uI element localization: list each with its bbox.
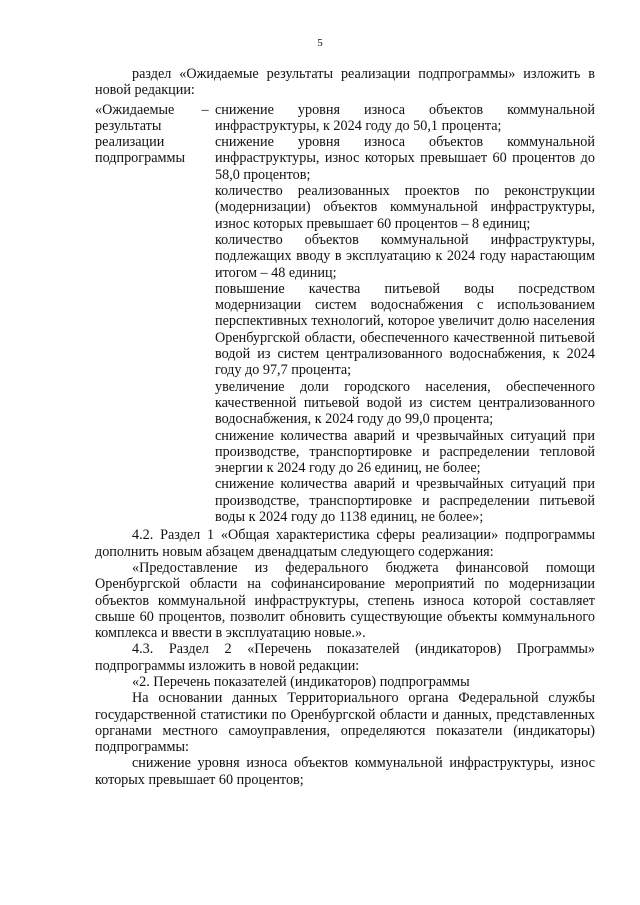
subheading: «2. Перечень показателей (индикаторов) подпрограммы bbox=[132, 673, 470, 690]
result-item: количество реализованных проектов по реконструкции (модернизации) объектов коммунальной инфраструктуры, износ которых превышает 60 процентов – 8 единиц; bbox=[215, 183, 595, 232]
result-item: снижение уровня износа объектов коммунальной инфраструктуры, износ которых превышает 60 процентов до 58,0 процентов; bbox=[215, 134, 595, 183]
table-left-label: «Ожидаемые результаты реализации подпрограммы bbox=[95, 101, 185, 167]
quoted-paragraph: «Предоставление из федерального бюджета финансовой помощи Оренбургской области на софинансирование мероприятий по модернизации объектов коммунальной инфраструктуры, степень износа которой составляет свыше 60 процентов, позволит обновить существующие объекты коммунального комплекса и ввести в эксплуатацию новые.». bbox=[95, 559, 595, 642]
result-item: снижение количества аварий и чрезвычайных ситуаций при производстве, транспортировке и распределении питьевой воды к 2024 году до 1138 единиц, не более»; bbox=[215, 476, 595, 526]
section-4-2-paragraph: 4.2. Раздел 1 «Общая характеристика сферы реализации» подпрограммы дополнить новым абзацем двенадцатым следующего содержания: bbox=[95, 527, 595, 560]
table-dash: – bbox=[201, 101, 209, 118]
results-table bbox=[95, 102, 595, 526]
section-4-3-paragraph: 4.3. Раздел 2 «Перечень показателей (индикаторов) Программы» подпрограммы изложить в новой редакции: bbox=[95, 641, 595, 674]
result-item: количество объектов коммунальной инфраструктуры, подлежащих вводу в эксплуатацию к 2024 году нарастающим итогом – 48 единиц; bbox=[215, 231, 595, 281]
result-item: повышение качества питьевой воды посредством модернизации систем водоснабжения с использованием перспективных технологий, которое увеличит долю населения Оренбургской области, обеспеченного качественной питьевой водой из систем централизованного водоснабжения, к 2024 году до 97,7 процента; bbox=[215, 280, 595, 379]
document-body bbox=[95, 66, 595, 788]
intro-paragraph: раздел «Ожидаемые результаты реализации подпрограммы» изложить в новой редакции: bbox=[95, 66, 595, 99]
result-item: увеличение доли городского населения, обеспеченного качественной питьевой водой из систем централизованного водоснабжения, к 2024 году до 99,0 процента; bbox=[215, 378, 595, 428]
result-item: снижение уровня износа объектов коммунальной инфраструктуры, к 2024 году до 50,1 процента; bbox=[215, 101, 595, 134]
page-number: 5 bbox=[317, 37, 323, 49]
indicator-paragraph: снижение уровня износа объектов коммунальной инфраструктуры, износ которых превышает 60 процентов; bbox=[95, 755, 595, 788]
table-right-column bbox=[215, 102, 595, 526]
basis-paragraph: На основании данных Территориального органа Федеральной службы государственной статистики по Оренбургской области и данных, представленных органами местного самоуправления, определяются показатели (индикаторы) подпрограммы: bbox=[95, 690, 595, 756]
result-item: снижение количества аварий и чрезвычайных ситуаций при производстве, транспортировке и распределении тепловой энергии к 2024 году до 26 единиц, не более; bbox=[215, 427, 595, 477]
